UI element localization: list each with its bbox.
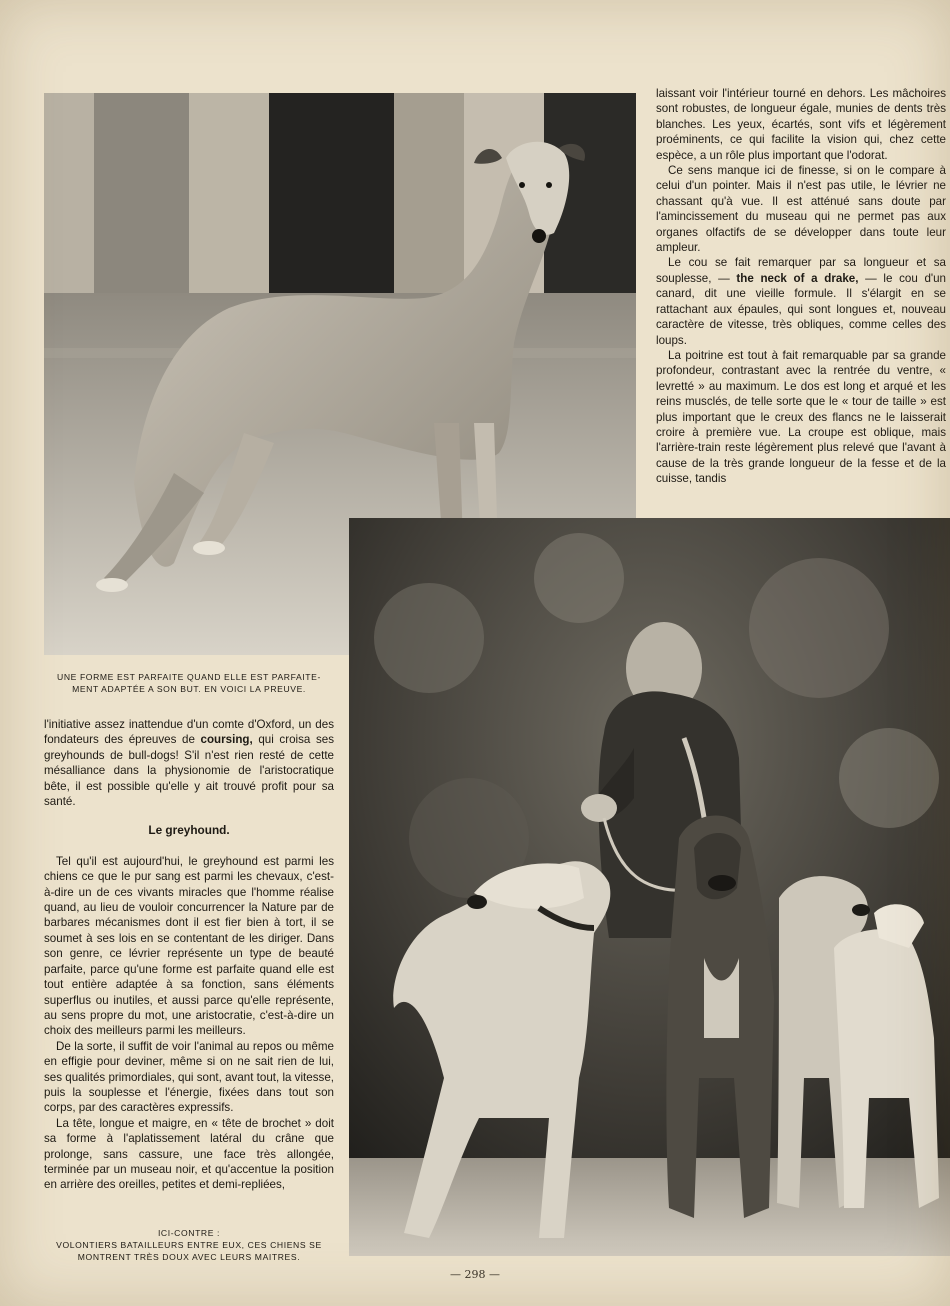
paragraph: De la sorte, il suffit de voir l'animal au repos ou même en effigie pour deviner, même si on ne sait rien de lui, ses qualités primordiales, qui sont, avant tout, la vitesse, puis la souplesse et l'énergie, fixées dans tout son corps, par des caractères expressifs. [44, 1039, 334, 1115]
bottom-photo-caption [40, 1227, 338, 1263]
paragraph [44, 717, 334, 809]
bold-term-neck-of-a-drake: the neck of a drake, [736, 271, 859, 285]
paragraph: La tête, longue et maigre, en « tête de brochet » doit sa forme à l'aplatissement latéral du crâne que prolonge, sans cassure, une face très allongée, terminée par un museau noir, et qu'accentue la position en arrière des oreilles, petites et demi-repliées, [44, 1116, 334, 1192]
left-text-column [44, 717, 334, 1193]
caption-line: VOLONTIERS BATAILLEURS ENTRE EUX, CES CHIENS SE [56, 1240, 322, 1250]
top-photo-caption [40, 671, 338, 695]
text-run: Le cou se fait remarquer par sa longueur et sa souplesse, — [656, 256, 946, 285]
paragraph: La poitrine est tout à fait remarquable par sa grande profondeur, contrastant avec la rentrée du ventre, « levretté » au maximum. Le dos est long et arqué et les reins musclés, de telle sorte que le « tour de taille » est plus important que le creux des flancs ne le laisserait croire à première vue. La croupe est oblique, mais l'arrière-train reste légèrement plus relevé que l'avant à cause de la très grande longueur de la fesse et de la cuisse, tandis [656, 348, 946, 486]
caption-line: MONTRENT TRÈS DOUX AVEC LEURS MAITRES. [77, 1252, 301, 1262]
caption-line: MENT ADAPTÉE A SON BUT. EN VOICI LA PREUVE. [72, 684, 306, 694]
text-run: qui croisa ses greyhounds de bull-dogs! S'il n'est rien resté de cette mésalliance dans la physionomie de l'aristocratique bête, il est possible qu'elle y ait trouvé profit pour sa santé. [44, 733, 334, 809]
paragraph: laissant voir l'intérieur tourné en dehors. Les mâchoires sont robustes, de longueur égale, munies de dents très blanches. Les yeux, écartés, sont vifs et légèrement proéminents, ce qui facilite la vision qui, chez cette espèce, a un rôle plus important que l'odorat. [656, 87, 946, 162]
paragraph: Ce sens manque ici de finesse, si on le compare à celui d'un pointer. Mais il n'est pas utile, le lévrier ne chassant qu'à vue. Il est atténué sans doute par l'amincissement du museau qui ne permet pas aux organes olfactifs de se développer dans toute leur ampleur. [656, 164, 946, 255]
caption-line: UNE FORME EST PARFAITE QUAND ELLE EST PARFAITE- [57, 672, 321, 682]
man-with-greyhounds-photo [349, 518, 950, 1256]
page-number: — 298 — [450, 1268, 500, 1281]
text-run: l'initiative assez inattendue d'un comte d'Oxford, un des fondateurs des épreuves de [44, 718, 334, 747]
section-heading: Le greyhound. [148, 823, 230, 838]
man-with-greyhounds-illustration [349, 518, 950, 1256]
bold-term-coursing: coursing, [200, 733, 253, 747]
text-run: — le cou d'un canard, dit une vieille formule. Il s'élargit en se rattachant aux épaules, qui sont longues et, nouveau caractère de vitesse, très obliques, comme celles des loups. [656, 271, 946, 347]
paragraph: Tel qu'il est aujourd'hui, le greyhound est parmi les chiens ce que le pur sang est parmi les chevaux, c'est-à-dire un de ces vivants miracles que l'homme réalise quand, au lieu de vouloir concurrencer la Nature par de barbares mécanismes dont il est fier bien à tort, il se soumet à ses lois en se contentant de les diriger. Dans son genre, ce lévrier représente un type de beauté parfaite, parce qu'une forme est parfaite quand elle est tout entière adaptée à sa fonction, sans éléments superflus ou inutiles, et aussi parce qu'elle représente, au sens propre du mot, une aristocratie, c'est-à-dire un choix des meilleurs parmi les meilleurs. [44, 854, 334, 1038]
right-text-column [656, 86, 946, 487]
caption-line: ICI-CONTRE : [157, 1228, 221, 1238]
paragraph [656, 255, 946, 347]
